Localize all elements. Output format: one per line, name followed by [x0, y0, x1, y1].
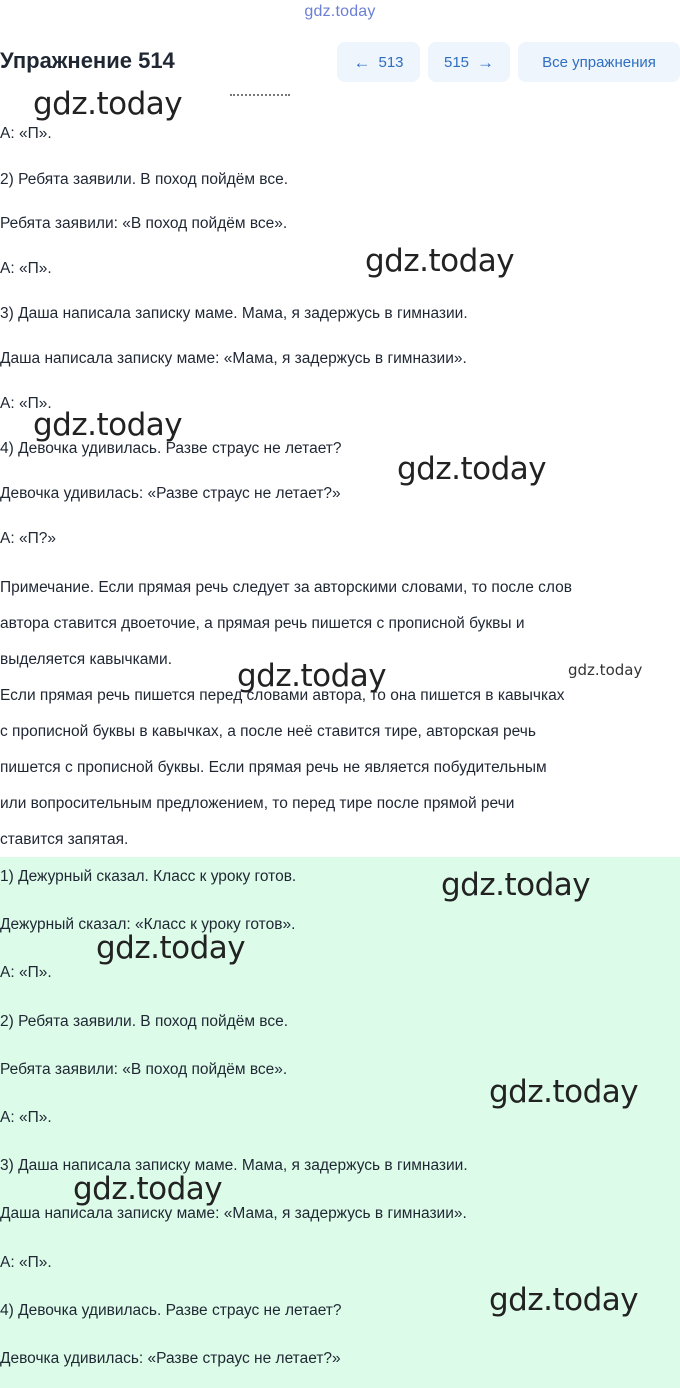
exercise-line: 4) Девочка удивилась. Разве страус не летает? [0, 440, 342, 457]
note-line: ставится запятая. [0, 831, 129, 848]
exercise-line: А: «П». [0, 395, 52, 412]
exercise-line: А: «П». [0, 260, 52, 277]
watermark: gdz.today [365, 243, 515, 279]
answer-line: 2) Ребята заявили. В поход пойдём все. [0, 1013, 289, 1030]
arrow-left-icon: ← [353, 52, 371, 72]
prev-exercise-label: 513 [378, 53, 404, 71]
note-line: выделяется кавычками. [0, 651, 172, 668]
page-title: Упражнение 514 [0, 48, 175, 73]
watermark: gdz.today [33, 407, 183, 443]
exercise-line: Девочка удивилась: «Разве страус не летает?» [0, 485, 341, 502]
site-logo[interactable]: gdz.today [304, 3, 376, 20]
watermark: gdz.today [96, 930, 246, 966]
watermark: gdz.today [568, 661, 643, 679]
answer-line: А: «П». [0, 1254, 52, 1271]
watermark: gdz.today [237, 658, 387, 694]
answer-line: 4) Девочка удивилась. Разве страус не летает? [0, 1302, 342, 1319]
exercise-line: А: «П». [0, 125, 52, 142]
cropped-text-fragment [230, 94, 290, 102]
note-line: пишется с прописной буквы. Если прямая речь не является побудительным [0, 759, 547, 776]
watermark: gdz.today [441, 867, 591, 903]
arrow-right-icon: → [477, 52, 495, 72]
answer-line: А: «П». [0, 1109, 52, 1126]
answer-line: Даша написала записку маме: «Мама, я задержусь в гимназии». [0, 1205, 467, 1222]
answer-line: Девочка удивилась: «Разве страус не летает?» [0, 1350, 341, 1367]
exercise-line: 2) Ребята заявили. В поход пойдём все. [0, 171, 289, 188]
watermark: gdz.today [73, 1171, 223, 1207]
exercise-line: А: «П?» [0, 530, 56, 547]
exercise-line: 3) Даша написала записку маме. Мама, я задержусь в гимназии. [0, 305, 468, 322]
note-line: с прописной буквы в кавычках, а после неё ставится тире, авторская речь [0, 723, 536, 740]
answer-line: А: «П». [0, 964, 52, 981]
exercise-line: Ребята заявили: «В поход пойдём все». [0, 215, 288, 232]
all-exercises-label: Все упражнения [542, 53, 656, 71]
answer-line: 1) Дежурный сказал. Класс к уроку готов. [0, 868, 297, 885]
note-line: автора ставится двоеточие, а прямая речь пишется с прописной буквы и [0, 615, 525, 632]
grammar-note [0, 570, 680, 858]
watermark: gdz.today [489, 1282, 639, 1318]
watermark: gdz.today [397, 451, 547, 487]
watermark: gdz.today [489, 1074, 639, 1110]
watermark: gdz.today [33, 86, 183, 122]
answer-line: 3) Даша написала записку маме. Мама, я задержусь в гимназии. [0, 1157, 468, 1174]
note-line: Если прямая речь пишется перед словами автора, то она пишется в кавычках [0, 687, 565, 704]
note-line: Примечание. Если прямая речь следует за авторскими словами, то после слов [0, 579, 572, 596]
exercise-line: Даша написала записку маме: «Мама, я задержусь в гимназии». [0, 350, 467, 367]
next-exercise-label: 515 [443, 53, 470, 71]
note-line: или вопросительным предложением, то перед тире после прямой речи [0, 795, 515, 812]
answer-line: Ребята заявили: «В поход пойдём все». [0, 1061, 288, 1078]
answer-line: Дежурный сказал: «Класс к уроку готов». [0, 916, 296, 933]
